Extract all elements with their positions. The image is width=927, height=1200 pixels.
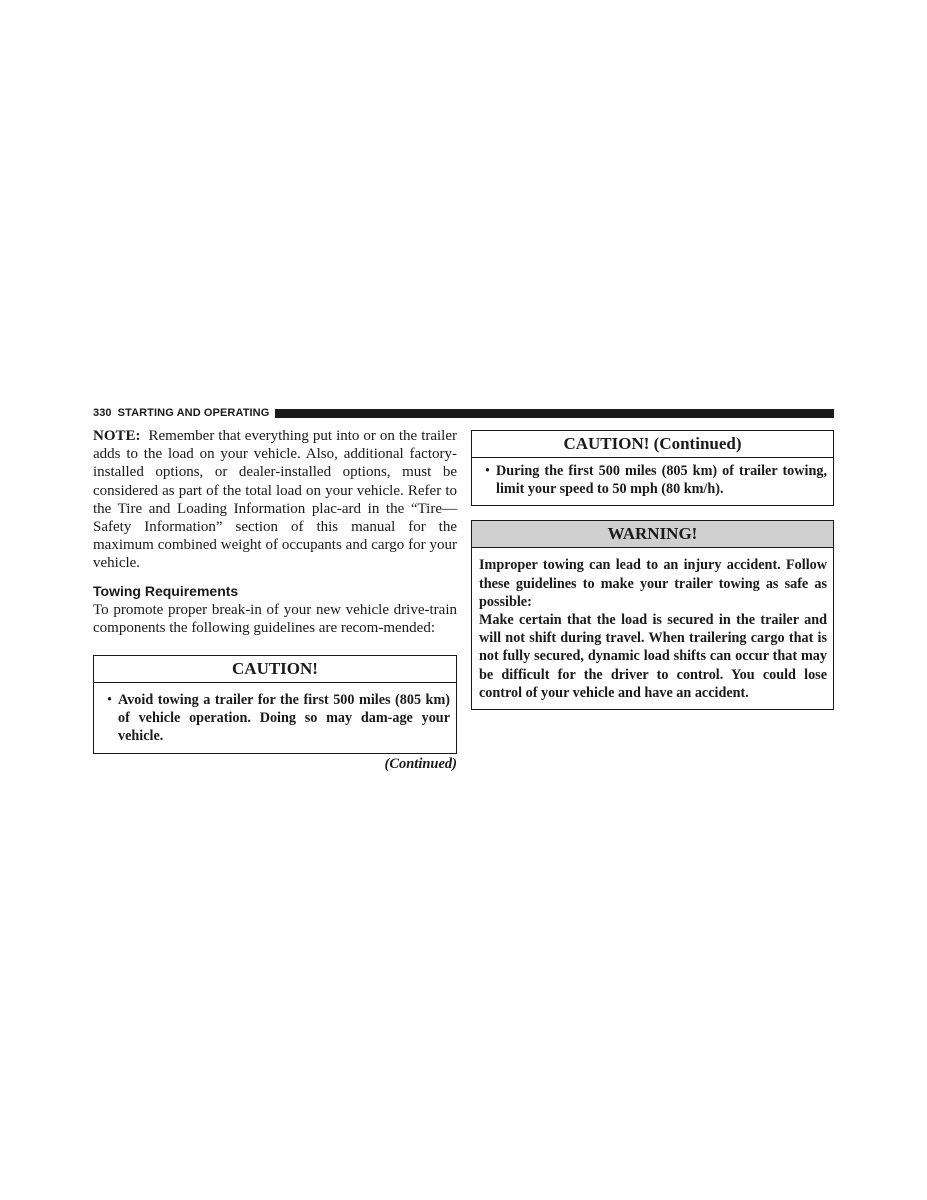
caution-continued-bullet-text: During the first 500 miles (805 km) of trailer towing, limit your speed to 50 mph (80 km/h). (496, 463, 827, 498)
caution-bullet-item (101, 691, 450, 746)
bullet-icon: • (485, 463, 490, 479)
continued-label: (Continued) (384, 755, 457, 772)
page-number: 330 (93, 407, 112, 419)
note-text: Remember that everything put into or on the trailer adds to the load on your vehicle. Also, additional factory-installed options, or dealer-installed options, must be considered as part of the total load on your vehicle. Refer to the Tire and Loading Information plac-ard in the “Tire—Safety Information” section of this manual for the maximum combined weight of occupants and cargo for your vehicle. (93, 428, 458, 572)
caution-body (94, 683, 456, 753)
caution-continued-bullet-item (479, 462, 827, 498)
caution-box (93, 655, 457, 754)
warning-body (472, 548, 833, 709)
warning-paragraph-2: Make certain that the load is secured in the trailer and will not shift during travel. When trailering cargo that is not fully secured, dynamic load shifts can occur that may be difficult for the driver to control. You could lose control of your vehicle and have an accident. (479, 612, 827, 701)
caution-title: CAUTION! (94, 656, 456, 683)
right-column (471, 430, 834, 710)
caution-continued-title: CAUTION! (Continued) (472, 431, 833, 458)
warning-box (471, 520, 834, 710)
caution-bullet-text: Avoid towing a trailer for the first 500 miles (805 km) of vehicle operation. Doing so may dam-age your vehicle. (118, 692, 450, 745)
warning-title: WARNING! (472, 521, 833, 548)
page-header (93, 406, 834, 420)
note-label: NOTE: (93, 428, 141, 444)
bullet-icon: • (107, 692, 112, 709)
section-title: STARTING AND OPERATING (117, 407, 270, 419)
towing-intro-paragraph: To promote proper break-in of your new vehicle drive-train components the following guidelines are recom-mended: (93, 601, 457, 636)
left-column (93, 427, 457, 773)
towing-requirements-heading: Towing Requirements (93, 582, 239, 599)
warning-paragraph-1: Improper towing can lead to an injury accident. Follow these guidelines to make your trailer towing as safe as possible: (479, 557, 827, 610)
caution-continued-box (471, 430, 834, 506)
header-rule (275, 409, 834, 418)
note-paragraph (93, 427, 457, 573)
caution-continued-body (472, 458, 833, 505)
